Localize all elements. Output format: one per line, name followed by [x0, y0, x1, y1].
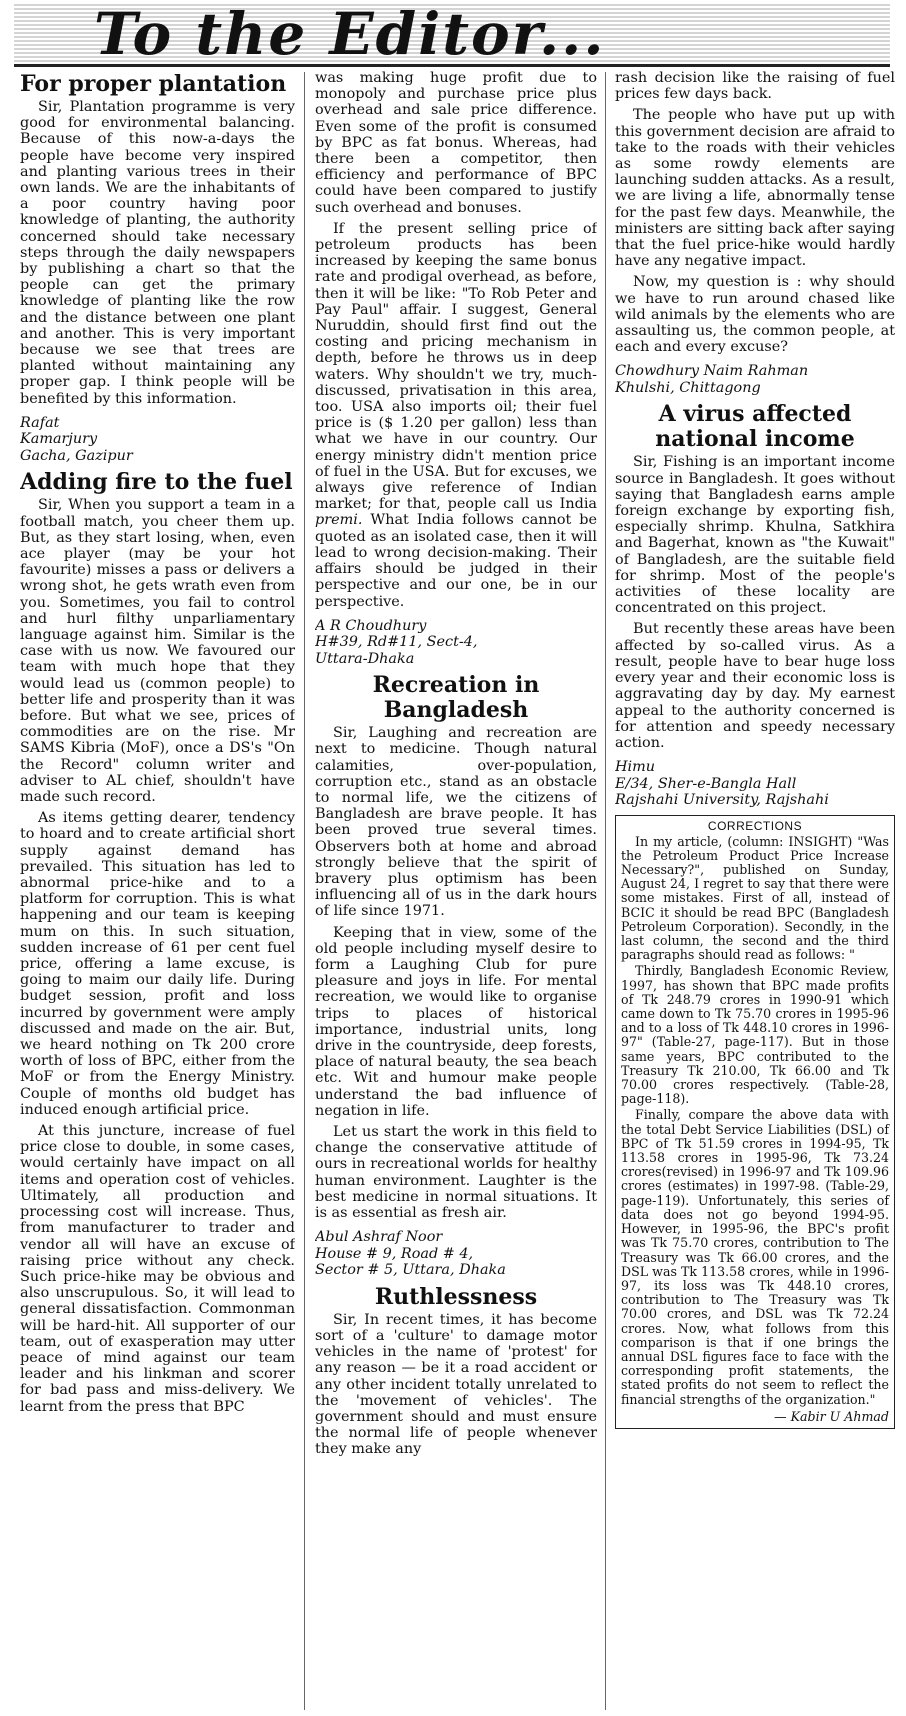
- signature-address: Gacha, Gazipur: [20, 447, 133, 464]
- letter-body-text: If the present selling price of petroleum products has been increased by keeping the same bonus rate and prodigal overhead, as before, then it will be like: "To Rob Peter and Pay Paul" affair. I suggest, General Nuruddin, should first find out the costing and pricing mechanism in depth, before he throws us in deep waters. Why shouldn't we try, much-discussed, privatisation in this area, too. USA also imports oil; their fuel price is ($ 1.20 per gallon) less than what we have in our country. Our energy ministry didn't mention price of fuel in the USA. But for excuses, we always give reference of Indian market; for that, people call us India: [315, 220, 597, 513]
- signature-line: E/34, Sher-e-Bangla Hall: [615, 775, 797, 792]
- signature-line: House # 9, Road # 4,: [315, 1245, 474, 1262]
- letter-title-ruthlessness: Ruthlessness: [374, 1283, 538, 1310]
- corrections-body: Finally, compare the above data with the total Debt Service Liabilities (DSL) of BPC of Tk 51.59 crores in 1994-95, Tk 113.58 crores in 1995-96, Tk 73.24 crores(revised) in 1996-97 and Tk 109.96 crores (estimates) in 1997-98. (Table-29, page-119). Unfortunately, this series of data does not go beyond 1994-95. However, in 1995-96, the BPC's profit was Tk 75.70 crores, contribution to The Treasury was Tk 66.00 crores, and the DSL was Tk 113.58 crores, while in 1996-97, its loss was Tk 448.10 crores, contribution to The Treasury was Tk 70.00 crores, and DSL was Tk 72.24 crores. Now, what follows from this comparison is that if one brings the annual DSL figures face to face with the corresponding profit statements, the stated profits do not seem to reflect the financial strengths of the organization.": [621, 1107, 889, 1407]
- letter-body: The people who have put up with this government decision are afraid to take to the roads with their vehicles as some rowdy elements are launching sudden attacks. As a result, we are living a life, abnormally tense for the past few days. Meanwhile, the ministers are sitting back after saying that the fuel price-hike would hardly have any negative impact.: [615, 107, 895, 270]
- signature-name: A R Choudhury: [315, 617, 427, 634]
- masthead-banner: [14, 4, 890, 67]
- letter-body: Sir, Fishing is an important income source in Bangladesh. It goes without saying that Bangladesh earns ample foreign exchange by exporting fish, especially shrimp. Khulna, Satkhira and Bagerhat, known as "the Kuwait" of Bangladesh, are the suitable field for shrimp. Most of the people's activities of these locality are concentrated on this project.: [615, 454, 895, 617]
- letter-body: Sir, When you support a team in a football match, you cheer them up. But, as they start losing, when, even ace player (may be your hot favourite) misses a pass or delivers a wrong shot, he gets wrath even from you. Sometimes, you fail to control and hurl filthy unparliamentary language against him. Similar is the case with us now. We favoured our team with much hope that they would lead us (common people) to better life and prosperity than it was before. But what we see, prices of commodities are on the rise. Mr SAMS Kibria (MoF), once a DS's "On the Record" column writer and adviser to AL chief, shouldn't have made such record.: [20, 497, 295, 806]
- letter-body: Keeping that in view, some of the old people including myself desire to form a Laughing Club for pure pleasure and joys in life. For mental recreation, we would like to organise trips to places of historical importance, industrial units, long drive in the countryside, deep forests, place of natural beauty, the sea beach etc. Wit and humour make people understand the bad influence of negation in life.: [315, 924, 597, 1119]
- signature-name: Abul Ashraf Noor: [315, 1229, 443, 1246]
- signature-line: H#39, Rd#11, Sect-4,: [315, 634, 478, 651]
- letter-signature: [615, 363, 895, 396]
- signature-name: Himu: [615, 759, 656, 776]
- signature-address: Uttara-Dhaka: [315, 650, 415, 667]
- signature-address: Rajshahi University, Rajshahi: [615, 792, 829, 809]
- letter-body: rash decision like the raising of fuel prices few days back.: [615, 70, 895, 103]
- letter-body-italic: premi.: [315, 512, 363, 529]
- letter-body: Let us start the work in this field to change the conservative attitude of ours in recreational worlds for healthy human environment. Laughter is the best medicine in normal situations. It is as essential as fresh air.: [315, 1124, 597, 1222]
- letter-body: Now, my question is : why should we have to run around chased like wild animals by the elements who are assaulting us, the common people, at each and every excuse?: [615, 274, 895, 356]
- letter-title-recreation: Recreation in Bangladesh: [372, 672, 540, 724]
- masthead-title: To the Editor...: [94, 4, 606, 67]
- corrections-body: Thirdly, Bangladesh Economic Review, 1997, has shown that BPC made profits of Tk 248.79 crores in 1990-91 which came down to Tk 75.70 crores in 1995-96 and to a loss of Tk 448.10 crores in 1996-97" (Table-27, page-117). But in those same years, BPC contributed to the Treasury Tk 210.00, Tk 66.00 and Tk 70.00 crores respectively. (Table-28, page-118).: [621, 963, 889, 1107]
- letter-signature: [315, 1229, 597, 1279]
- letter-body: As items getting dearer, tendency to hoard and to create artificial short supply against demand has prevailed. This situation has led to abnormal price-hike and to a platform for corruption. This is what happening and our team is keeping mum on this. In such situation, sudden increase of 61 per cent fuel price, offering a lame excuse, is going to maim our daily life. During budget session, profit and loss incurred by government were amply discussed and made on the air. But, we heard nothing on Tk 200 crore worth of loss of BPC, either from the MoF or from the Energy Ministry. Couple of months old budget has induced enough artificial price.: [20, 810, 295, 1118]
- letter-body: Sir, Laughing and recreation are next to medicine. Though natural calamities, over-population, corruption etc., stand as an obstacle to normal life, we the citizens of Bangladesh are brave people. It has been proved true several times. Observers both at home and abroad strongly believe that the spirit of bravery plus optimism has been influencing all of us in the dark hours of life since 1971.: [315, 725, 597, 920]
- corrections-title: CORRECTIONS: [707, 818, 803, 833]
- letter-body-text: What India follows cannot be quoted as an isolated case, then it will lead to wrong decision-making. Their affairs should be judged in their perspective and our one, be in our perspective.: [315, 512, 597, 610]
- signature-address: Khulshi, Chittagong: [615, 379, 761, 396]
- letter-title-fuel: Adding fire to the fuel: [20, 469, 293, 496]
- letter-body: But recently these areas have been affected by so-called virus. As a result, people have to bear huge loss every year and their economic loss is aggravating day by day. My earnest appeal to the authority concerned is for attention and speedy necessary action.: [615, 621, 895, 751]
- column-divider: [605, 72, 606, 1710]
- corrections-body: In my article, (column: INSIGHT) "Was the Petroleum Product Price Increase Necessary?", published on Sunday, August 24, I regret to say that there were some mistakes. First of all, instead of BCIC it should be read BPC (Bangladesh Petroleum Corporation). Secondly, in the last column, the second and the third paragraphs should read as follows: ": [621, 833, 889, 963]
- corrections-box: [615, 815, 895, 1429]
- column-1: [20, 70, 295, 1710]
- column-2: [315, 70, 597, 1710]
- letter-title-virus: A virus affected national income: [655, 401, 855, 453]
- letter-body: was making huge profit due to monopoly and purchase price plus overhead and sale price difference. Even some of the profit is consumed by BPC as fat bonus. Whereas, had there been a competitor, then efficiency and performance of BPC could have been compared to justify such overhead and bonuses.: [315, 70, 597, 216]
- letter-title-plantation: For proper plantation: [20, 71, 287, 97]
- signature-address: Sector # 5, Uttara, Dhaka: [315, 1262, 506, 1279]
- column-3: [615, 70, 895, 1710]
- column-divider: [304, 72, 305, 1710]
- corrections-byline: — Kabir U Ahmad: [774, 1408, 889, 1424]
- letter-signature: [315, 618, 597, 668]
- letter-body: [315, 221, 597, 610]
- signature-name: Rafat: [20, 414, 60, 431]
- letter-body: Sir, Plantation programme is very good for environmental balancing. Because of this now-a-days the people have become very inspired and planting various trees in their own lands. We are the inhabitants of a poor country having poor knowledge of planting, the authority concerned should take necessary steps through the daily newspapers by publishing a chart so that the people can get the primary knowledge of planting like the row and the distance between one plant and another. This is very important because we see that trees are planted without maintaining any proper gap. I think people will be benefited by this information.: [20, 99, 295, 407]
- signature-line: Kamarjury: [20, 431, 98, 448]
- letter-body: At this juncture, increase of fuel price close to double, in some cases, would certainly have impact on all items and operation cost of vehicles. Ultimately, all production and processing cost will increase. Thus, from manufacturer to trader and vendor all will have an excuse of raising price without any check. Such price-hike may be obvious and also unscrupulous. So, it will lead to general dissatisfaction. Commonman will be hard-hit. All supporter of our team, out of exasperation may utter peace of mind against our team leader and his linkman and scorer for bad pass and miss-delivery. We learnt from the press that BPC: [20, 1123, 295, 1415]
- signature-name: Chowdhury Naim Rahman: [615, 363, 809, 380]
- letter-signature: [20, 415, 295, 465]
- letter-signature: [615, 759, 895, 809]
- letter-body: Sir, In recent times, it has become sort of a 'culture' to damage motor vehicles in the name of 'protest' for any reason — be it a road accident or any other incident totally unrelated to the 'movement of vehicles'. The government should and must ensure the normal life of people whenever they make any: [315, 1311, 597, 1458]
